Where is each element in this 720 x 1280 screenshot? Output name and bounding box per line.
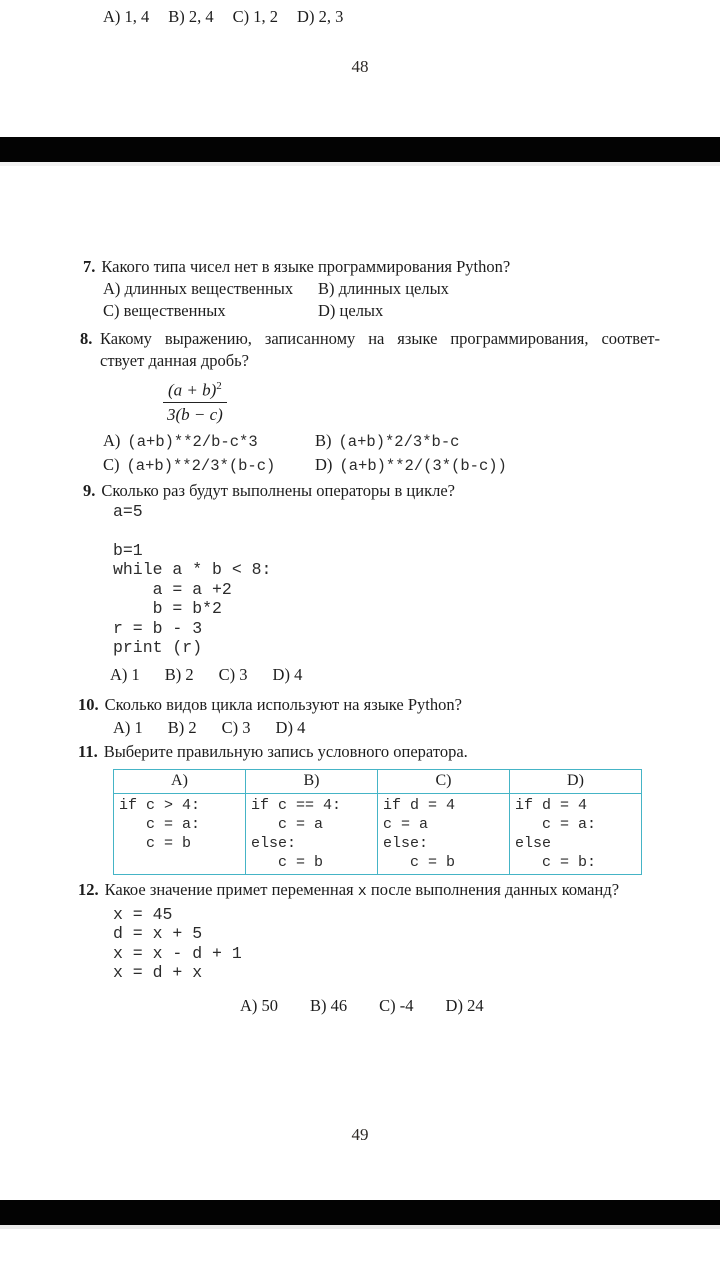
code-line: while a * b < 8: — [113, 560, 272, 580]
question-8-title — [100, 328, 660, 372]
q9-answer-a: А) 1 — [110, 664, 140, 684]
table-cell-c — [378, 793, 510, 874]
code-line: x = d + x — [113, 963, 203, 983]
page-number-top: 48 — [351, 57, 369, 76]
code-line: c = a: — [119, 815, 201, 833]
code-line: c = a — [383, 815, 429, 833]
question-7 — [0, 256, 720, 322]
question-9 — [0, 480, 720, 686]
code-line: if d = 4 — [515, 796, 588, 814]
question-7-options — [103, 278, 720, 322]
q8-option-a-code: (a+b)**2/b-c*3 — [127, 432, 258, 451]
question-9-number: 9. — [83, 480, 96, 500]
prev-option-b: В) 2, 4 — [168, 7, 214, 26]
page-number-bottom: 49 — [351, 1125, 369, 1144]
code-line — [113, 521, 720, 541]
table-header-c: С) — [378, 769, 510, 793]
code-line: if c == 4: — [251, 796, 342, 814]
code-line: print (r) — [113, 638, 203, 658]
question-9-answers — [110, 664, 720, 686]
q8-option-d-letter: D) — [315, 454, 333, 474]
code-line: else: — [251, 834, 297, 852]
q8-option-b-letter: В) — [315, 430, 332, 450]
question-12-variable-x: x — [357, 882, 367, 900]
table-cell-a — [114, 793, 246, 874]
question-12-text-post: после выполнения данных команд? — [366, 879, 620, 899]
code-line: a = a +2 — [113, 579, 232, 599]
table-body-row — [114, 793, 642, 874]
table-header-b: В) — [246, 769, 378, 793]
question-11-number: 11. — [78, 741, 98, 761]
code-line: x = x - d + 1 — [113, 943, 242, 963]
previous-question-options — [103, 6, 343, 28]
code-line: c = b — [251, 853, 324, 871]
q7-option-c: С) вещественных — [103, 301, 226, 320]
question-7-title — [0, 256, 720, 278]
question-8-options — [103, 430, 720, 477]
code-line: c = a — [251, 815, 324, 833]
table-header-d: D) — [510, 769, 642, 793]
question-12-code-block — [113, 905, 720, 983]
question-10-number: 10. — [78, 694, 99, 714]
code-line: if c > 4: — [119, 796, 201, 814]
q10-answer-b: В) 2 — [167, 717, 197, 737]
page-divider-bar-top — [0, 137, 720, 162]
q9-answer-c: С) 3 — [218, 664, 248, 684]
prev-option-d: D) 2, 3 — [297, 7, 344, 26]
table-header-a: А) — [114, 769, 246, 793]
code-line: d = x + 5 — [113, 924, 203, 944]
question-8-text-line2: ствует данная дробь? — [100, 351, 250, 370]
code-line: b=1 — [113, 540, 143, 560]
page-divider-bar-bottom — [0, 1200, 720, 1225]
question-8-text-line1: Какому выражению, записанному на языке программирования, соответ- — [100, 329, 660, 348]
q8-option-a — [103, 430, 315, 453]
question-7-text: Какого типа чисел нет в языке программирования Python? — [101, 257, 511, 276]
q8-option-d — [315, 454, 720, 477]
question-12 — [0, 879, 720, 1017]
code-line: c = b: — [515, 853, 597, 871]
code-line: r = b - 3 — [113, 618, 203, 638]
question-12-number: 12. — [78, 879, 99, 899]
prev-option-a: А) 1, 4 — [103, 7, 150, 26]
fraction-numerator-base: (a + b) — [168, 380, 217, 400]
q9-answer-d: D) 4 — [272, 664, 303, 684]
question-10-title — [0, 694, 720, 716]
code-line: if d = 4 — [383, 796, 456, 814]
q8-option-c-letter: С) — [103, 454, 120, 474]
conditional-operator-table — [113, 769, 642, 875]
table-header-row — [114, 769, 642, 793]
q7-option-b: В) длинных целых — [318, 279, 449, 298]
question-7-number: 7. — [83, 257, 96, 276]
code-line: c = b — [119, 834, 192, 852]
question-9-text: Сколько раз будут выполнены операторы в цикле? — [101, 480, 455, 500]
q8-option-c-code: (a+b)**2/3*(b-c) — [126, 456, 276, 475]
code-line: b = b*2 — [113, 599, 222, 619]
q8-option-a-letter: А) — [103, 430, 121, 450]
question-11-title — [0, 741, 720, 763]
q8-option-c — [103, 454, 315, 477]
code-line: c = a: — [515, 815, 597, 833]
question-12-title — [0, 879, 720, 903]
code-line: else — [515, 834, 552, 852]
code-line: a=5 — [113, 501, 143, 521]
q10-answer-d: D) 4 — [275, 717, 306, 737]
q10-answer-a: А) 1 — [113, 717, 143, 737]
table-cell-d — [510, 793, 642, 874]
table-cell-b — [246, 793, 378, 874]
question-12-text-pre: Какое значение примет переменная — [104, 879, 358, 899]
q8-option-b — [315, 430, 720, 453]
question-11 — [0, 741, 720, 875]
q8-option-b-code: (a+b)*2/3*b-c — [338, 432, 460, 451]
q12-answer-a: А) 50 — [240, 995, 279, 1015]
code-line: x = 45 — [113, 904, 173, 924]
q7-option-a: А) длинных вещественных — [103, 279, 294, 298]
fraction-formula — [163, 376, 227, 425]
question-12-answers — [240, 995, 720, 1017]
prev-option-c: С) 1, 2 — [232, 7, 279, 26]
q12-answer-b: В) 46 — [310, 995, 348, 1015]
fraction-numerator — [163, 376, 227, 403]
question-9-title — [0, 480, 720, 502]
code-line: else: — [383, 834, 429, 852]
question-8-number: 8. — [80, 329, 93, 348]
page-content — [0, 256, 720, 1017]
q12-answer-c: С) -4 — [379, 995, 414, 1015]
question-8 — [0, 328, 720, 477]
q9-answer-b: В) 2 — [164, 664, 194, 684]
question-10-text: Сколько видов цикла используют на языке Python? — [104, 694, 462, 714]
code-line: c = b — [383, 853, 456, 871]
question-11-text: Выберите правильную запись условного оператора. — [103, 741, 468, 761]
question-9-code-block — [113, 502, 720, 658]
fraction-denominator: 3(b − c) — [166, 404, 223, 424]
question-10 — [0, 694, 720, 739]
q10-answer-c: С) 3 — [221, 717, 251, 737]
question-10-answers — [113, 717, 720, 739]
q7-option-d: D) целых — [318, 301, 384, 320]
fraction-exponent: 2 — [216, 380, 222, 392]
q8-option-d-code: (a+b)**2/(3*(b-c)) — [339, 456, 507, 475]
q12-answer-d: D) 24 — [445, 995, 484, 1015]
